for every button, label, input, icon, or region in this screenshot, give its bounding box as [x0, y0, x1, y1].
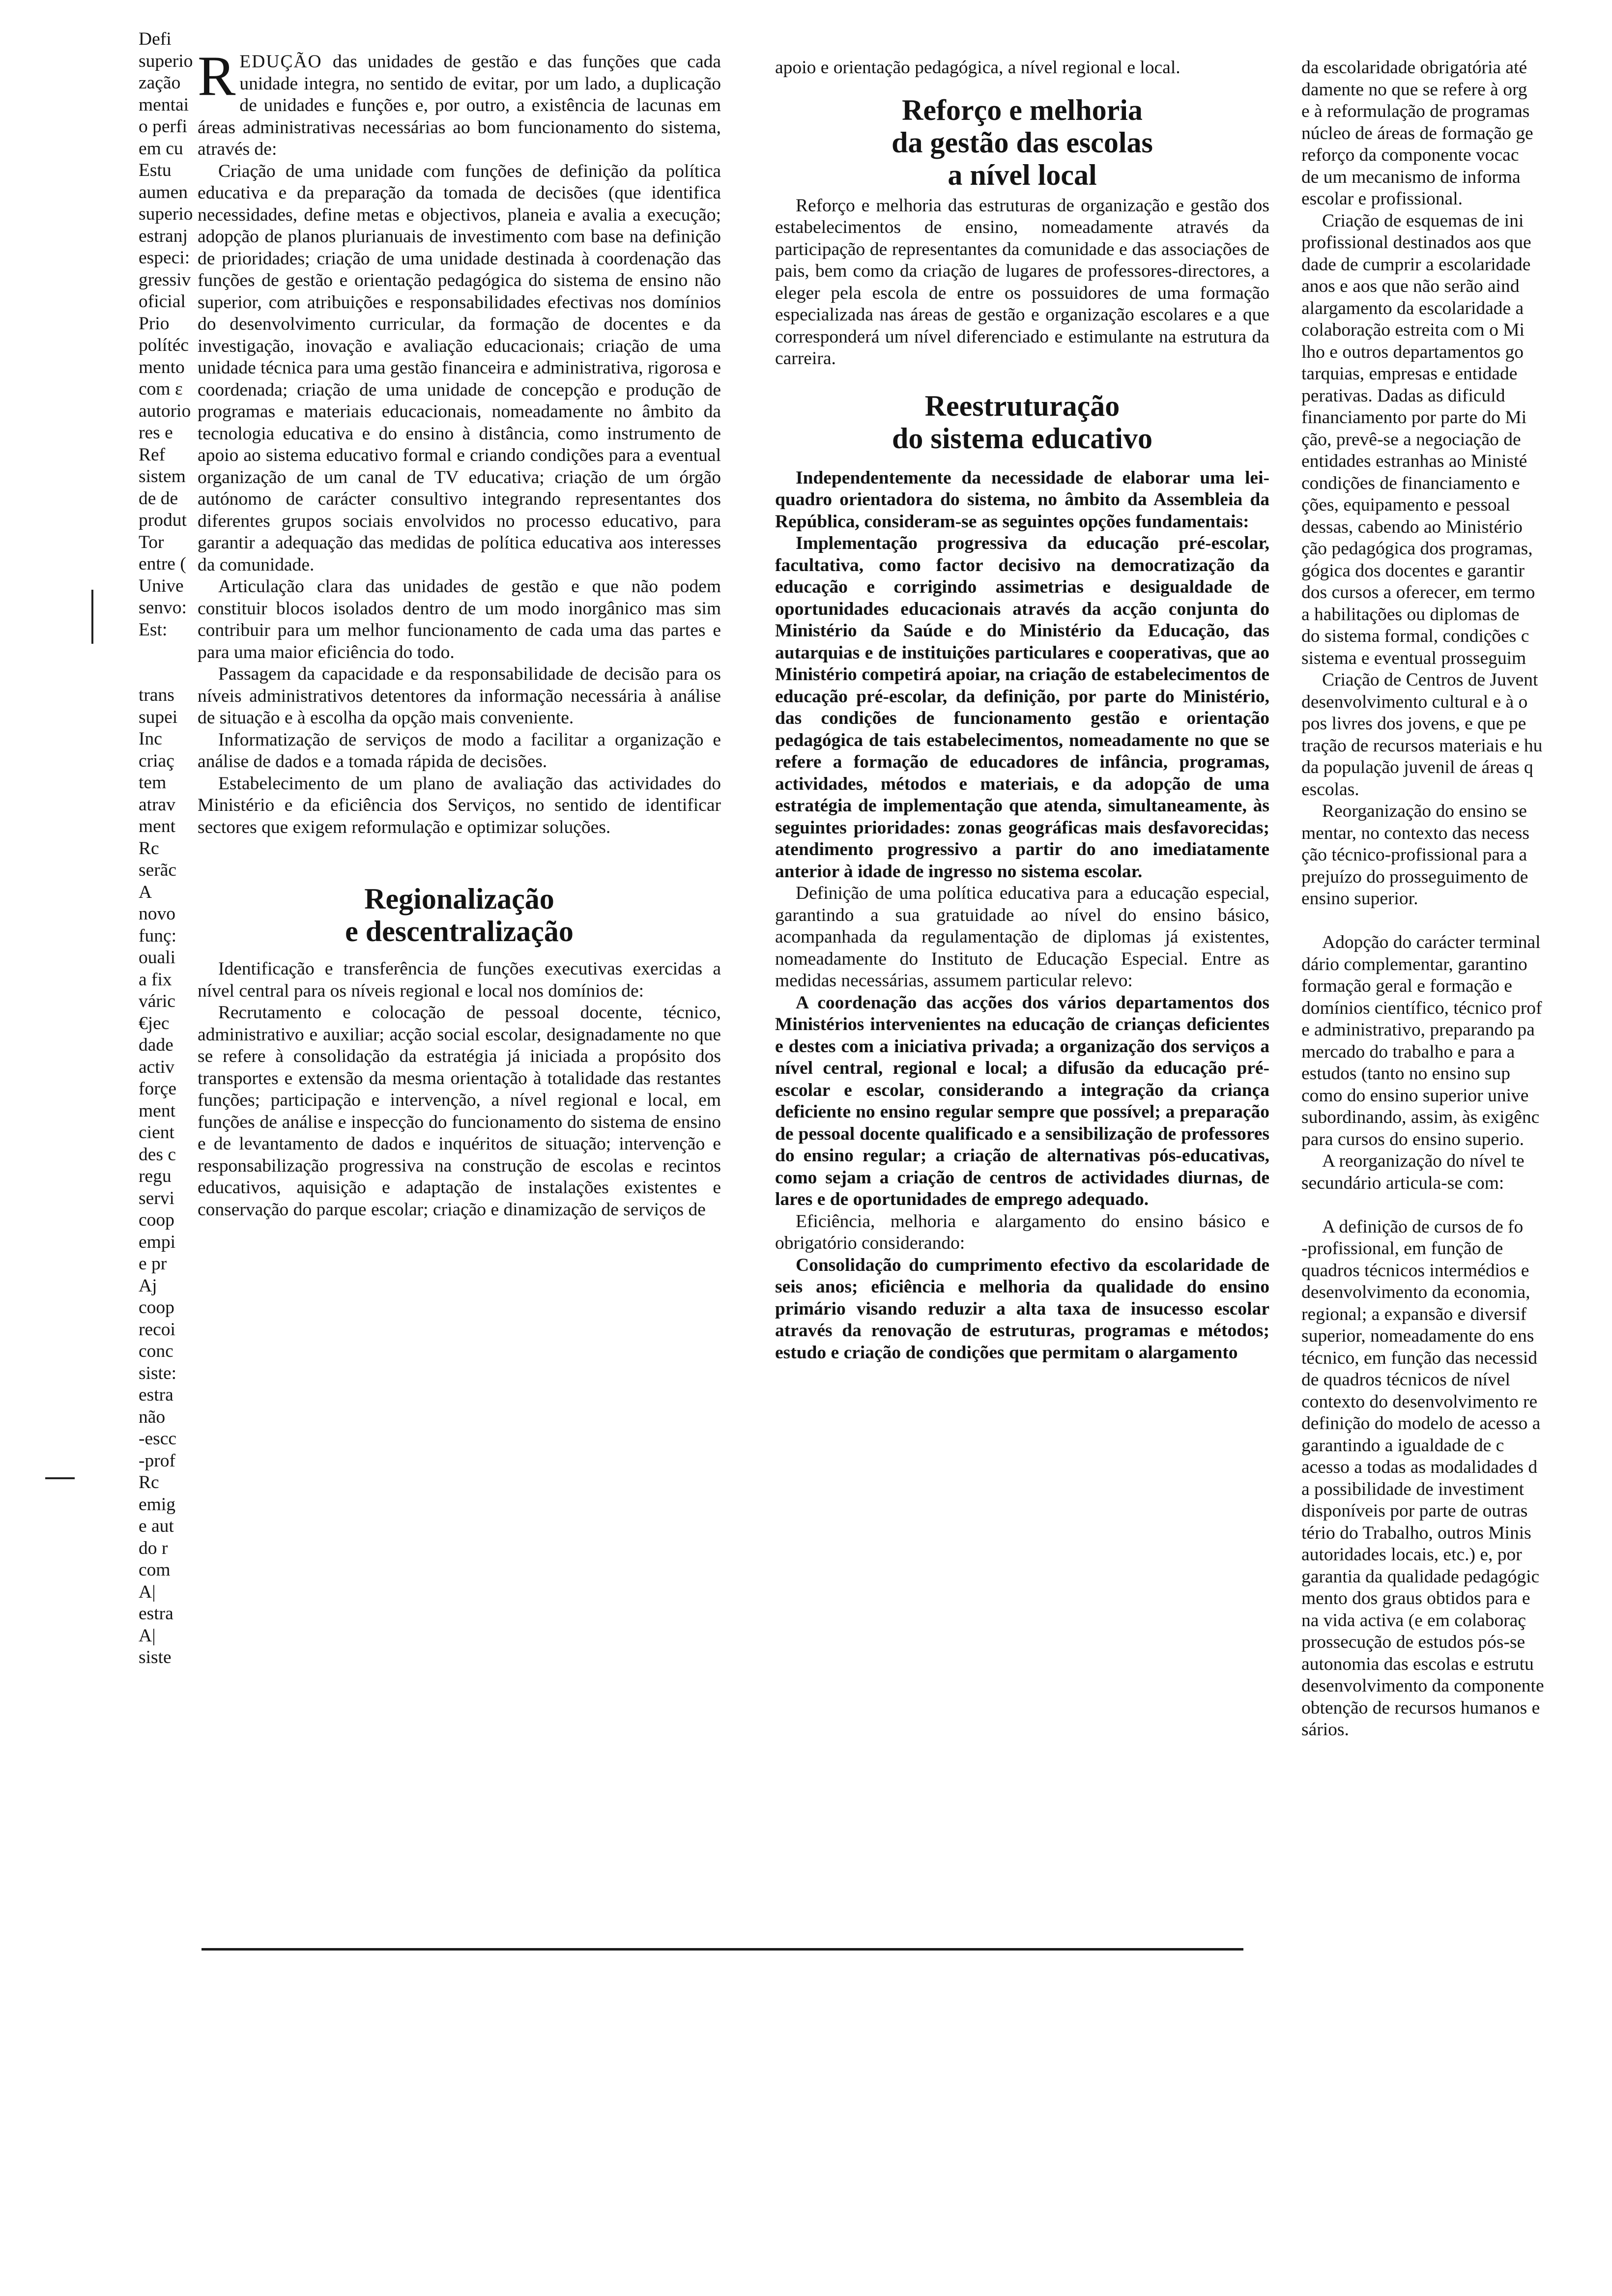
body-paragraph: Estabelecimento de um plano de avaliação das actividades do Ministério e da eficiência dos Serviços, no sentido de identificar sectores que exigem reformulação e optimizar soluções. — [198, 773, 721, 837]
edge-line: Inc — [139, 729, 162, 749]
edge-line: ment — [139, 1100, 175, 1121]
right-column-line: formação geral e formação e — [1301, 976, 1512, 996]
edge-line: mento — [139, 357, 185, 377]
right-column-line: quadros técnicos intermédios e — [1301, 1260, 1529, 1281]
edge-line: a fix — [139, 969, 172, 990]
right-column-line: regional; a expansão e diversif — [1301, 1304, 1527, 1324]
edge-line: Ref — [139, 444, 166, 465]
edge-line: polítéc — [139, 335, 189, 355]
right-column-line: profissional destinados aos que — [1301, 232, 1531, 253]
right-column-line: dessas, cabendo ao Ministério — [1301, 517, 1523, 537]
right-column-line: lho e outros departamentos go — [1301, 342, 1524, 362]
heading-line: Regionalização — [364, 883, 554, 915]
edge-line: váric — [139, 991, 175, 1011]
body-paragraph: Reforço e melhoria das estruturas de organização e gestão dos estabelecimentos de ensino, nomeadamente através da participação de representantes da comunidade e das associações de pais, bem como da criação de lugares de professores-directores, a eleger pela escola de entre os possuidores de uma formação especializada nas áreas de gestão e organização escolares e a que corresponderá um nível diferenciado e estimulante na estrutura da carreira. — [775, 195, 1269, 369]
edge-line: superio — [139, 51, 193, 71]
right-column-line: na vida activa (e em colaboraç — [1301, 1610, 1526, 1631]
edge-line: atrav — [139, 794, 175, 815]
right-column-line: dos cursos a oferecer, em termo — [1301, 582, 1535, 603]
right-column-line: tério do Trabalho, outros Minis — [1301, 1522, 1531, 1543]
edge-line: activ — [139, 1057, 174, 1077]
edge-line: cient — [139, 1122, 174, 1143]
right-column-line: mentar, no contexto das necess — [1301, 823, 1529, 843]
right-column-line: Criação de esquemas de ini — [1322, 210, 1524, 231]
edge-line: -escc — [139, 1429, 177, 1449]
edge-line: e aut — [139, 1516, 174, 1536]
right-column-line: alargamento da escolaridade a — [1301, 298, 1524, 318]
edge-line: siste: — [139, 1363, 177, 1383]
right-column-line: do sistema formal, condições c — [1301, 626, 1529, 646]
right-column-line: ção pedagógica dos programas, — [1301, 539, 1533, 559]
right-column-line: dário complementar, garantino — [1301, 954, 1527, 975]
edge-line: com ε — [139, 379, 183, 399]
edge-line: ouali — [139, 947, 175, 968]
edge-line: especi: — [139, 248, 190, 268]
edge-line: gressiv — [139, 269, 191, 290]
right-column-line: condições de financiamento e — [1301, 473, 1520, 493]
body-paragraph: Articulação clara das unidades de gestão e que não podem constituir blocos isolados dentro de um modo inorgânico mas sim contribuir para um melhor funcionamento de cada uma das partes e para uma maior eficiência do todo. — [198, 576, 721, 662]
edge-line: tem — [139, 773, 167, 793]
right-column-line: tração de recursos materiais e hu — [1301, 735, 1543, 756]
right-column-line: como do ensino superior unive — [1301, 1085, 1529, 1106]
intro-paragraph — [198, 51, 721, 161]
right-column-line: prejuízo do prosseguimento de — [1301, 866, 1528, 887]
right-column-line: para cursos do ensino superio. — [1301, 1129, 1525, 1149]
right-column-line: escolar e profissional. — [1301, 189, 1463, 209]
edge-line: Rc — [139, 1472, 159, 1492]
edge-line: entre ( — [139, 554, 186, 574]
edge-line: zação — [139, 73, 181, 93]
right-column-line: gógica dos docentes e garantir — [1301, 560, 1525, 581]
section-heading-regionalizacao — [198, 883, 721, 947]
edge-line: serãc — [139, 860, 177, 880]
body-paragraph: Criação de uma unidade com funções de definição da política educativa e da preparação da tomada de decisões (que identifica necessidades, define metas e objectivos, planeia e avalia a execução; adopção de planos plurianuais de investimento com base na definição de prioridades; criação de uma unidade destinada à coordenação das funções de gestão e orientação pedagógica do sistema de ensino não superior, com atribuições e responsabilidades efectivas nos domínios do desenvolvimento curricular, da formação de docentes e da investigação, inovação e avaliação educacionais; criação de uma unidade técnica para uma gestão financeira e administrativa, rigorosa e coordenada; criação de uma unidade de concepção e produção de programas e materiais educacionais, nomeadamente no âmbito da tecnologia educativa e do ensino à distância, como instrumento de apoio ao sistema educativo formal e criando condições para a eventual organização de um canal de TV educativa; criação de um órgão autónomo de carácter consultivo integrando representantes dos diferentes grupos sociais envolvidos no processo educativo, para garantir a adequação das medidas de política educativa aos interesses da comunidade. — [198, 161, 721, 575]
edge-line: novo — [139, 904, 175, 924]
right-column-line: acesso a todas as modalidades d — [1301, 1457, 1538, 1477]
heading-line: da gestão das escolas — [892, 126, 1153, 159]
body-paragraph: Passagem da capacidade e da responsabilidade de decisão para os níveis administrativos detentores da informação necessária à análise de situação e à escolha da opção mais conveniente. — [198, 664, 721, 728]
bottom-rule — [202, 1948, 1243, 1951]
edge-line: Prio — [139, 313, 170, 334]
right-column-line: mercado do trabalho e para a — [1301, 1041, 1515, 1062]
right-column-line: sários. — [1301, 1720, 1349, 1740]
edge-line: servi — [139, 1188, 174, 1208]
right-column-line: ção, prevê-se a negociação de — [1301, 429, 1521, 450]
right-column-line: a possibilidade de investiment — [1301, 1479, 1525, 1499]
edge-line: Tor — [139, 532, 164, 552]
edge-line: Unive — [139, 575, 184, 596]
right-column-line: autoridades locais, etc.) e, por — [1301, 1545, 1522, 1565]
edge-line: A| — [139, 1581, 156, 1602]
edge-line: empi — [139, 1232, 175, 1252]
right-column-line: garantindo a igualdade de c — [1301, 1435, 1504, 1456]
right-column-line: a habilitações ou diplomas de — [1301, 604, 1520, 625]
margin-dash-mark — [45, 1477, 75, 1479]
body-paragraph: Eficiência, melhoria e alargamento do ensino básico e obrigatório considerando: — [775, 1211, 1269, 1253]
body-paragraph: Informatização de serviços de modo a facilitar a organização e análise de dados e a tomada rápida de decisões. — [198, 729, 721, 772]
right-column-line: reforço da componente vocac — [1301, 145, 1519, 165]
column-3-cropped — [1301, 57, 1612, 1741]
heading-line: e descentralização — [345, 915, 574, 947]
edge-line: com — [139, 1560, 171, 1580]
edge-line: oficial — [139, 291, 186, 312]
right-column-line: financiamento por parte do Mi — [1301, 407, 1527, 428]
edge-line: produt — [139, 510, 187, 530]
edge-line: sistem — [139, 466, 186, 487]
right-column-line: desenvolvimento da componente — [1301, 1676, 1544, 1696]
body-paragraph: Definição de uma política educativa para a educação especial, garantindo a sua gratuidade ao nível do ensino básico, acompanhada da regulamentação de diplomas já existentes, nomeadamente do Instituto de Educação Especial. Entre as medidas necessárias, assumem particular relevo: — [775, 883, 1269, 991]
right-column-line: desenvolvimento da economia, — [1301, 1282, 1530, 1302]
edge-line: -prof — [139, 1450, 175, 1471]
body-paragraph: Consolidação do cumprimento efectivo da escolaridade de seis anos; eficiência e melhoria da qualidade do ensino primário visando reduzir a alta taxa de insucesso escolar através da renovação de estruturas, programas e métodos; estudo e criação de condições que permitam o alargamento — [775, 1255, 1269, 1363]
edge-line: dade — [139, 1035, 173, 1055]
right-column-line: A definição de cursos de fo — [1322, 1216, 1524, 1237]
edge-line: Rc — [139, 838, 159, 859]
edge-line: A| — [139, 1625, 156, 1646]
edge-line: Estu — [139, 160, 172, 180]
body-paragraph: Independentemente da necessidade de elaborar uma lei-quadro orientadora do sistema, no âmbito da Assembleia da República, consideram-se as seguintes opções fundamentais: — [775, 467, 1269, 532]
right-column-line: ensino superior. — [1301, 889, 1418, 909]
right-column-line: e à reformulação de programas — [1301, 101, 1530, 121]
right-column-line: damente no que se refere à org — [1301, 79, 1527, 100]
intro-text: das unidades de gestão e das funções que cada unidade integra, no sentido de evitar, por um lado, a duplicação de unidades e funções e, por outro, a existência de lacunas em áreas administrativas necessárias ao bom funcionamento do sistema, através de: — [198, 52, 721, 159]
right-column-line: subordinando, assim, às exigênc — [1301, 1107, 1540, 1127]
edge-line: aumen — [139, 182, 188, 202]
right-column-line: Adopção do carácter terminal — [1322, 932, 1541, 952]
right-column-line: de quadros técnicos de nível — [1301, 1370, 1510, 1390]
edge-line: €jec — [139, 1013, 170, 1033]
edge-line: autorio — [139, 401, 191, 421]
edge-line: des c — [139, 1144, 176, 1165]
right-column-line: sistema e eventual prosseguim — [1301, 648, 1526, 668]
right-column-line: técnico, em função das necessid — [1301, 1348, 1538, 1368]
body-paragraph: Recrutamento e colocação de pessoal docente, técnico, administrativo e auxiliar; acção social escolar, designadamente no que se refere à consolidação da estratégia já iniciada a propósito dos transportes e extensão da mesma orientação à totalidade das restantes funções; participação e intervenção, a nível regional e local, em funções de análise e inspecção do funcionamento do sistema de ensino e de levantamento de dados e inquéritos de situação; intervenção e responsabilização progressiva na construção de escolas e recintos educativos, aquisição e adaptação de instalações existentes e conservação do parque escolar; criação e dinamização de serviços de — [198, 1003, 721, 1220]
right-column-line: Criação de Centros de Juvent — [1322, 670, 1538, 690]
right-column-line — [1301, 910, 1612, 932]
edge-line — [139, 663, 193, 685]
edge-line: forçe — [139, 1079, 177, 1099]
lead-smallcaps: EDUÇÃO — [239, 52, 322, 72]
right-column-line: obtenção de recursos humanos e — [1301, 1697, 1540, 1718]
edge-line: trans — [139, 685, 174, 705]
edge-line: e pr — [139, 1254, 167, 1274]
right-column-line: tarquias, empresas e entidade — [1301, 364, 1518, 384]
heading-line: do sistema educativo — [892, 422, 1152, 455]
right-column-line: ção técnico-profissional para a — [1301, 845, 1527, 865]
right-column-line: contexto do desenvolvimento re — [1301, 1391, 1538, 1412]
edge-line: Defi — [139, 29, 172, 49]
right-column-line: definição do modelo de acesso a — [1301, 1413, 1541, 1434]
column-2 — [775, 57, 1269, 1364]
edge-line: recoi — [139, 1319, 175, 1340]
right-column-line: -profissional, em função de — [1301, 1238, 1503, 1259]
right-column-line: pos livres dos jovens, e que pe — [1301, 714, 1526, 734]
section-heading-reestruturacao — [775, 390, 1269, 455]
body-paragraph: Identificação e transferência de funções executivas exercidas a nível central para os níveis regional e local nos domínios de: — [198, 959, 721, 1001]
edge-line: superio — [139, 204, 193, 224]
edge-line: criaç — [139, 750, 174, 771]
cropped-left-column — [0, 29, 193, 1669]
right-column-line: anos e aos que não serão aind — [1301, 276, 1520, 296]
right-column-line: dade de cumprir a escolaridade — [1301, 254, 1531, 275]
edge-line: coop — [139, 1210, 174, 1230]
edge-line: não — [139, 1406, 166, 1427]
edge-line: do r — [139, 1538, 168, 1558]
right-column-line: da população juvenil de áreas q — [1301, 757, 1533, 777]
right-column-line: ções, equipamento e pessoal — [1301, 495, 1510, 515]
right-column-line: e administrativo, preparando pa — [1301, 1020, 1535, 1040]
edge-line: siste — [139, 1647, 172, 1667]
right-column-line: secundário articula-se com: — [1301, 1173, 1504, 1193]
right-column-line: domínios científico, técnico prof — [1301, 998, 1542, 1018]
margin-bracket-mark — [91, 590, 93, 644]
right-column-line: núcleo de áreas de formação ge — [1301, 123, 1533, 144]
right-column-line: disponíveis por parte de outras — [1301, 1501, 1528, 1521]
right-column-line: de um mecanismo de informa — [1301, 167, 1521, 187]
heading-line: Reestruturação — [924, 389, 1120, 422]
right-column-line: da escolaridade obrigatória até — [1301, 57, 1527, 78]
right-column-line: desenvolvimento cultural e à o — [1301, 691, 1528, 712]
right-column-line: escolas. — [1301, 779, 1359, 800]
body-paragraph: A coordenação das acções dos vários departamentos dos Ministérios intervenientes na educação de crianças deficientes e destes com a iniciativa privada; a organização dos serviços a nível central, regional e local; a difusão da educação pré-escolar e escolar, considerando a integração da criança deficiente no ensino regular sempre que possível; a preparação de pessoal docente qualificado e a sensibilização de professores do ensino regular; a criação de alternativas pós-educativas, como sejam a criação de centros de actividades diurnas, de lares e de oportunidades de emprego adequado. — [775, 992, 1269, 1209]
edge-line: estranj — [139, 226, 188, 246]
right-column-line: entidades estranhas ao Ministé — [1301, 451, 1527, 471]
right-column-line: mento dos graus obtidos para e — [1301, 1588, 1530, 1608]
right-column-line: perativas. Dadas as dificuld — [1301, 385, 1505, 406]
right-column-line: superior, nomeadamente do ens — [1301, 1326, 1534, 1346]
edge-line: estra — [139, 1604, 173, 1624]
edge-line: em cu — [139, 138, 183, 159]
edge-line: supei — [139, 707, 178, 727]
section-heading-reforco — [775, 94, 1269, 191]
edge-line: estra — [139, 1385, 173, 1405]
edge-line: ment — [139, 816, 175, 836]
edge-line: conc — [139, 1341, 173, 1361]
edge-line: mentai — [139, 94, 189, 115]
edge-line: Est: — [139, 619, 168, 640]
edge-line: regu — [139, 1166, 172, 1186]
right-column-line: Reorganização do ensino se — [1322, 801, 1527, 821]
right-column-line: A reorganização do nível te — [1322, 1151, 1525, 1171]
right-column-line — [1301, 1194, 1612, 1216]
edge-line: res e — [139, 423, 173, 443]
edge-line: funç: — [139, 925, 177, 946]
edge-line: o perfi — [139, 116, 187, 137]
dropcap-letter: R — [198, 51, 236, 108]
right-column-line: colaboração estreita com o Mi — [1301, 320, 1525, 340]
right-column-line: garantia da qualidade pedagógic — [1301, 1566, 1540, 1587]
right-column-line: prossecução de estudos pós-se — [1301, 1632, 1526, 1652]
continuation-paragraph: apoio e orientação pedagógica, a nível regional e local. — [775, 57, 1180, 78]
right-column-line: estudos (tanto no ensino sup — [1301, 1063, 1510, 1084]
column-1 — [198, 51, 721, 1221]
edge-line: Aj — [139, 1275, 157, 1296]
body-paragraph: Implementação progressiva da educação pré-escolar, facultativa, como factor decisivo na democratização da educação e corrigindo assimetrias e desigualdade de oportunidades educacionais através da acção conjunta do Ministério da Saúde e do Ministério da Educação, das autarquias e de instituições particulares e cooperativas, que ao Ministério competirá apoiar, na criação de estabelecimentos de educação pré-escolar, da definição, por parte do Ministério, das condições de funcionamento gestão e orientação pedagógica de tais estabelecimentos, nomeadamente no que se refere a formação de educadores de infância, programas, actividades, métodos e materiais, e da adopção de uma estratégia de implementação que atenda, simultaneamente, às seguintes prioridades: zonas geográficas mais desfavorecidas; atendimento progressivo a partir do ano imediatamente anterior à idade de ingresso no sistema escolar. — [775, 533, 1269, 882]
heading-line: Reforço e melhoria — [902, 93, 1143, 126]
edge-line: emig — [139, 1494, 175, 1515]
edge-line: senvo: — [139, 598, 187, 618]
edge-line: A — [139, 882, 152, 902]
edge-line — [139, 641, 193, 663]
heading-line: a nível local — [948, 158, 1097, 191]
edge-line: coop — [139, 1297, 174, 1318]
edge-line: de de — [139, 488, 178, 509]
right-column-line: autonomia das escolas e estrutu — [1301, 1654, 1534, 1674]
